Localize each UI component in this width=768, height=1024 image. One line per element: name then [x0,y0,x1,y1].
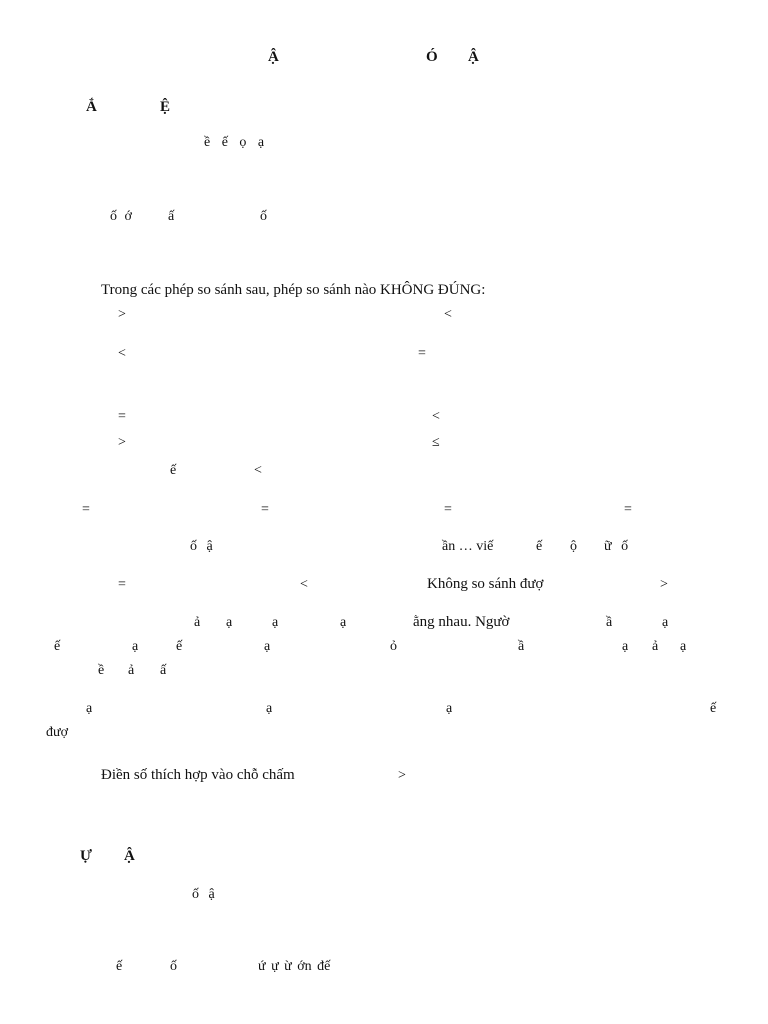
answer-option-c: Không so sánh đượ [427,576,544,592]
question-text-fragment: ố ậ [190,539,213,554]
section-line-fragment-2: ấ [168,209,175,224]
section-line-fragment-3: ứ ự ừ ớn đế [258,959,331,974]
answer-option-b: < [300,577,308,592]
comparison-symbol: < [432,409,440,424]
paragraph-fragment: ả [194,615,201,630]
title-fragment-right: Ậ [468,49,479,65]
paragraph-fragment: ế [54,639,61,654]
answer-option-d: = [624,502,632,517]
comparison-symbol: = [418,346,426,361]
paragraph-fragment: ạ [446,701,453,716]
comparison-symbol: > [118,435,126,450]
question-prompt: Trong các phép so sánh sau, phép so sánh nào KHÔNG ĐÚNG: [101,282,486,298]
answer-option-a: = [118,577,126,592]
section-line-fragment-1: ố ớ [110,209,132,224]
question-text-fragment: ộ [570,539,577,554]
paragraph-fragment: ả [652,639,659,654]
comparison-symbol: < [118,346,126,361]
answer-option-c: = [444,502,452,517]
paragraph-fragment: ạ [622,639,629,654]
section-heading-fragment-1: Ự [80,848,92,864]
paragraph-fragment: ỏ [390,639,397,654]
comparison-symbol: < [254,463,262,478]
paragraph-fragment: ạ [264,639,271,654]
title-fragment-left: Ậ [268,49,279,65]
paragraph-fragment: ấ [160,663,167,678]
comparison-symbol: > [398,768,406,783]
answer-option-a: = [82,502,90,517]
section-heading-fragment-1: Ắ [86,99,97,115]
question-text-fragment: ữ ố [604,539,629,554]
answer-option-b: = [261,502,269,517]
question-text-fragment: ế [170,463,177,478]
section-line-fragment-1: ế [116,959,123,974]
paragraph-fragment: ạ [272,615,279,630]
title-fragment-middle: Ó [426,49,438,65]
paragraph-fragment: ạ [662,615,669,630]
paragraph-fragment: ạ [86,701,93,716]
paragraph-fragment: ầ [518,639,525,654]
section-line: ố ậ [192,887,215,902]
question-text-fragment: ần … viế [442,539,494,554]
paragraph-fragment: ả [128,663,135,678]
section-line-fragment-3: ố [260,209,267,224]
paragraph-fragment: ế [176,639,183,654]
paragraph-fragment: đượ [46,725,68,740]
paragraph-fragment: ạ [340,615,347,630]
paragraph-fragment: ạ [132,639,139,654]
paragraph-fragment: ế [710,701,717,716]
paragraph-fragment: ầ [606,615,613,630]
section-heading-fragment-2: Ậ [124,848,135,864]
comparison-symbol: = [118,409,126,424]
comparison-symbol: < [444,307,452,322]
answer-option-d: > [660,577,668,592]
comparison-symbol: ≤ [432,435,440,450]
section-line-fragment-2: ố [170,959,177,974]
paragraph-fragment: ạ [226,615,233,630]
paragraph-fragment: ề [98,663,105,678]
paragraph-fragment: ằng nhau. Ngườ [413,614,510,630]
comparison-symbol: > [118,307,126,322]
fill-in-prompt: Điền số thích hợp vào chỗ chấm [101,767,295,783]
question-text-fragment: ế [536,539,543,554]
section-heading-fragment-2: Ệ [160,99,171,115]
section-intro-line: ề ế ọ ạ [204,135,265,150]
paragraph-fragment: ạ [680,639,687,654]
paragraph-fragment: ạ [266,701,273,716]
